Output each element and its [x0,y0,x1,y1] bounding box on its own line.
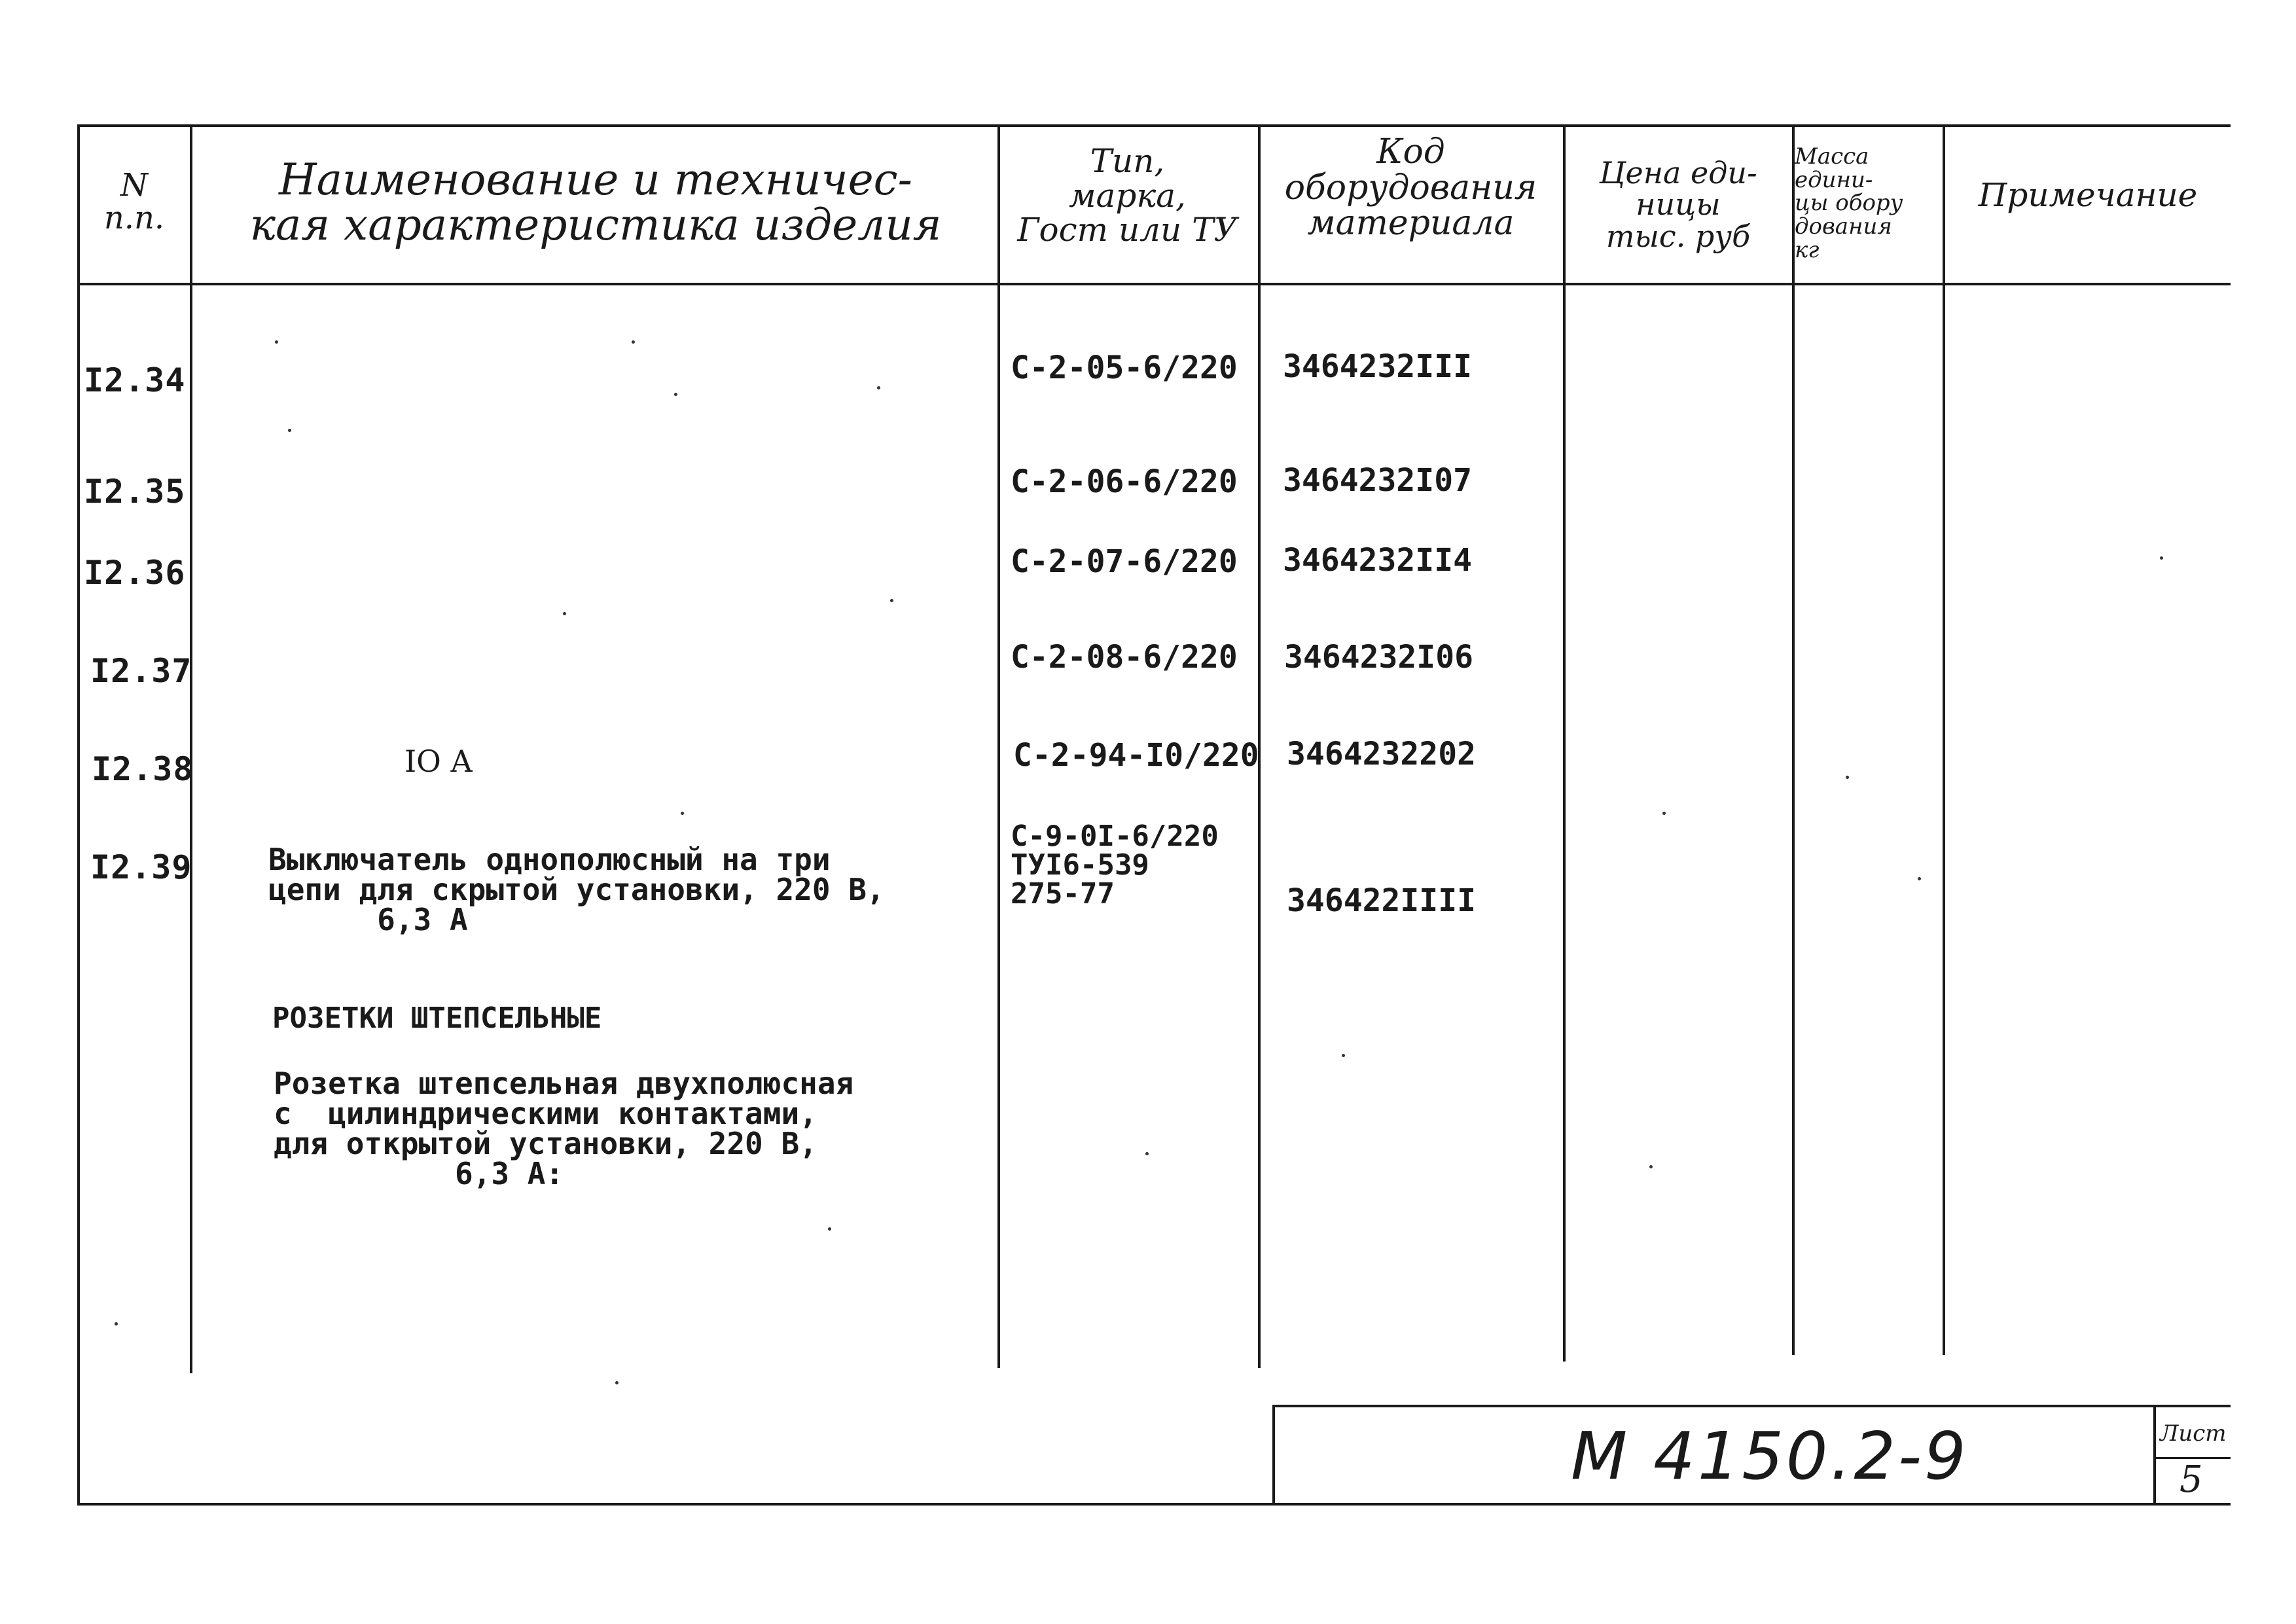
row-code: 346422IIII [1287,882,1476,919]
row-code: 3464232III [1283,348,1472,385]
col-divider-5 [1792,124,1795,1355]
section-item: Розетка штепсельная двухполюсная с цилиндрическими контактами, для открытой установки, 220 В, 6,3 А: [274,1066,854,1191]
scan-speck [632,340,635,344]
header-col-type: Тип, марка, Гост или ТУ [1017,142,1238,249]
stamp-designation: М 4150.2-9 [1571,1418,1969,1494]
scan-speck [828,1227,831,1231]
header-col-name: Наименование и техничес- кая характеристика изделия [249,154,942,251]
scan-speck [681,812,684,815]
scan-speck [877,386,880,389]
row-number: I2.39 [90,848,192,886]
row-type: C-2-06-6/220 [1011,463,1238,500]
row-code: 3464232202 [1287,736,1476,772]
stamp-left-line [1272,1405,1275,1506]
row-type: C-2-08-6/220 [1011,639,1238,676]
scan-speck [1342,1054,1345,1057]
col-divider-1 [190,124,192,1373]
scan-speck [1918,877,1921,880]
frame-left [77,124,80,1506]
header-col-note: Примечание [1978,176,2198,214]
stamp-top-line [1272,1405,2231,1407]
header-col-num: N п.п. [103,167,165,237]
col-divider-4 [1563,124,1566,1362]
row-type: C-2-94-I0/220 [1013,737,1259,774]
stamp-sheet-number: 5 [2179,1458,2203,1501]
row-number: I2.38 [92,750,194,788]
scan-speck [2160,556,2163,560]
header-col-code: Код оборудования материала [1284,132,1537,244]
row-code: 3464232I06 [1284,639,1473,676]
scan-speck [115,1322,118,1326]
row-name: IO A [404,744,473,779]
row-code: 3464232II4 [1283,542,1472,579]
header-col-price: Цена еди- ницы тыс. руб [1599,155,1757,254]
row-type: C-2-05-6/220 [1011,350,1238,386]
scan-speck [275,340,278,344]
scan-speck [288,429,291,432]
row-number: I2.37 [90,652,192,690]
row-number: I2.34 [84,361,186,399]
section-heading: РОЗЕТКИ ШТЕПСЕЛЬНЫЕ [272,1001,602,1035]
header-col-mass: Масса едини- цы обору дования кг [1795,143,1903,263]
scan-speck [1649,1165,1653,1168]
col-divider-2 [997,124,1000,1368]
header-bottom-line [77,283,2231,285]
row-type: C-2-07-6/220 [1011,543,1238,580]
row-name: Выключатель однополюсный на три цепи для скрытой установки, 220 В, 6,3 А [268,842,885,937]
scan-speck [1662,812,1666,815]
scan-speck [563,612,566,615]
header-top-line [77,124,2231,127]
row-type: C-9-0I-6/220 ТУI6-539 275-77 [1011,820,1219,911]
row-number: I2.35 [84,473,186,511]
frame-bottom-line [77,1503,2231,1506]
stamp-sheet-label: Лист [2160,1420,2227,1447]
scan-speck [674,393,677,396]
row-code: 3464232I07 [1283,462,1472,499]
scan-speck [1145,1152,1149,1155]
col-divider-6 [1943,124,1945,1355]
row-number: I2.36 [84,554,186,592]
stamp-sheet-divider [2153,1405,2156,1506]
scan-speck [1846,776,1849,779]
scan-speck [615,1381,619,1384]
scan-speck [890,599,893,602]
